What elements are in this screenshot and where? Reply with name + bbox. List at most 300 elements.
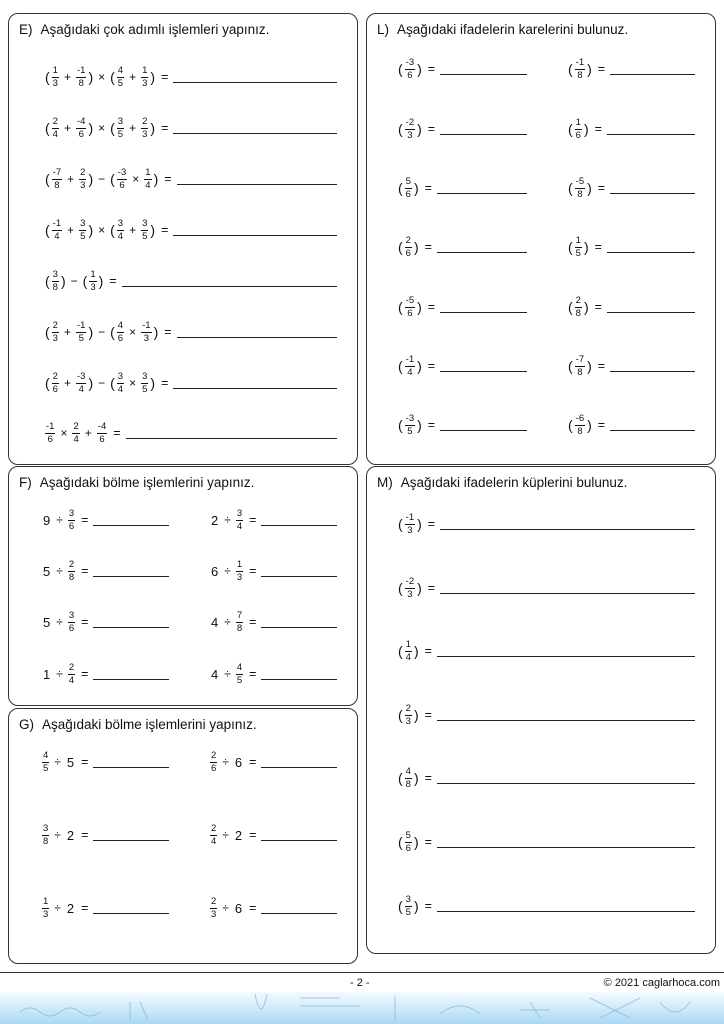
integer: 6	[234, 754, 243, 770]
parenthesis: (	[110, 69, 115, 85]
fraction-numerator: 1	[43, 896, 49, 907]
fraction-denominator: 8	[52, 281, 58, 293]
operator: ×	[129, 376, 137, 390]
equals-sign: =	[249, 755, 257, 769]
exercise-row	[44, 422, 337, 444]
parenthesis: )	[583, 239, 589, 255]
fraction-denominator: 3	[236, 571, 243, 583]
parenthesis: )	[417, 299, 422, 315]
fraction-numerator: 2	[405, 235, 411, 246]
equals-sign: =	[249, 828, 257, 842]
section-m-panel	[366, 466, 716, 954]
answer-blank-line[interactable]	[261, 617, 337, 628]
answer-blank-line[interactable]	[177, 327, 337, 338]
section-e-title	[19, 22, 269, 37]
parenthesis: (	[45, 69, 50, 85]
fraction	[97, 422, 107, 444]
answer-blank-line[interactable]	[177, 174, 337, 185]
fraction-denominator: 6	[47, 433, 53, 445]
exercise-row	[567, 355, 695, 377]
fraction-denominator: 6	[117, 332, 124, 344]
answer-blank-line[interactable]	[261, 903, 337, 914]
parenthesis: )	[98, 273, 104, 289]
answer-blank-line[interactable]	[437, 837, 695, 848]
section-letter: G)	[19, 717, 34, 732]
parenthesis: (	[45, 375, 50, 391]
answer-blank-line[interactable]	[437, 901, 695, 912]
fraction-numerator: -3	[405, 413, 415, 424]
parenthesis: )	[417, 580, 422, 596]
fraction-denominator: 3	[142, 128, 148, 140]
fraction-numerator: -1	[575, 57, 585, 68]
section-letter: M)	[377, 475, 393, 490]
fraction	[76, 66, 86, 88]
fraction	[236, 509, 243, 531]
parenthesis: (	[398, 121, 403, 137]
fraction-numerator: 1	[142, 65, 148, 76]
fraction-denominator: 4	[52, 128, 58, 140]
answer-blank-line[interactable]	[93, 566, 169, 577]
equals-sign: =	[81, 513, 89, 527]
parenthesis: )	[153, 324, 159, 340]
parenthesis: )	[88, 171, 94, 187]
answer-blank-line[interactable]	[93, 669, 169, 680]
exercise-row	[41, 611, 169, 633]
section-title-text: Aşağıdaki çok adımlı işlemleri yapınız.	[40, 22, 270, 37]
exercise-row	[41, 560, 169, 582]
fraction-numerator: -1	[405, 354, 415, 365]
integer: 2	[66, 900, 75, 916]
decorative-math-banner	[0, 992, 724, 1024]
fraction	[144, 168, 151, 190]
equals-sign: =	[81, 828, 89, 842]
answer-blank-line[interactable]	[126, 428, 337, 439]
operator: +	[129, 121, 137, 135]
fraction-numerator: 2	[80, 167, 86, 178]
answer-blank-line[interactable]	[93, 757, 169, 768]
integer: 4	[211, 614, 219, 630]
copyright-text: © 2021 caglarhoca.com	[603, 977, 720, 989]
fraction-denominator: 6	[405, 247, 411, 259]
answer-blank-line[interactable]	[437, 183, 527, 194]
operator: ×	[132, 172, 140, 186]
equals-sign: =	[424, 181, 432, 195]
equals-sign: =	[81, 564, 89, 578]
fraction	[405, 767, 412, 789]
fraction-numerator: 7	[236, 610, 243, 621]
parenthesis: )	[417, 516, 422, 532]
parenthesis: )	[150, 375, 156, 391]
fraction	[210, 897, 217, 919]
fraction-numerator: 2	[68, 662, 75, 673]
section-m-title	[377, 475, 627, 490]
answer-blank-line[interactable]	[607, 124, 695, 135]
fraction	[405, 704, 412, 726]
parenthesis: )	[417, 417, 422, 433]
fraction	[575, 236, 582, 258]
exercise-row	[397, 895, 695, 917]
answer-blank-line[interactable]	[437, 710, 695, 721]
fraction	[405, 414, 415, 436]
answer-blank-line[interactable]	[173, 72, 337, 83]
exercise-row	[397, 118, 527, 140]
equals-sign: =	[249, 564, 257, 578]
fraction	[141, 372, 148, 394]
answer-blank-line[interactable]	[437, 646, 695, 657]
parenthesis: (	[45, 273, 50, 289]
answer-blank-line[interactable]	[610, 183, 695, 194]
fraction	[117, 321, 124, 343]
answer-blank-line[interactable]	[607, 302, 695, 313]
fraction	[68, 611, 75, 633]
operator: ÷	[224, 513, 231, 527]
equals-sign: =	[249, 615, 257, 629]
parenthesis: )	[150, 222, 156, 238]
fraction	[45, 422, 55, 444]
fraction-denominator: 5	[80, 230, 86, 242]
parenthesis: (	[568, 239, 573, 255]
fraction	[575, 296, 582, 318]
exercise-row	[397, 414, 527, 436]
equals-sign: =	[81, 755, 89, 769]
fraction-numerator: -2	[405, 117, 415, 128]
answer-blank-line[interactable]	[610, 361, 695, 372]
fraction-denominator: 3	[407, 524, 413, 536]
answer-blank-line[interactable]	[437, 773, 695, 784]
fraction	[89, 270, 96, 292]
fraction-denominator: 5	[78, 332, 84, 344]
answer-blank-line[interactable]	[122, 276, 337, 287]
fraction-numerator: 3	[117, 218, 124, 229]
section-letter: L)	[377, 22, 390, 37]
operator: +	[63, 70, 71, 84]
exercise-row	[397, 640, 695, 662]
fraction-numerator: 2	[68, 559, 75, 570]
fraction-numerator: -7	[52, 167, 62, 178]
fraction-numerator: -4	[97, 421, 107, 432]
fraction-numerator: -3	[76, 371, 86, 382]
fraction-denominator: 4	[78, 383, 84, 395]
exercise-row	[44, 66, 337, 88]
fraction	[141, 321, 151, 343]
operator: ÷	[56, 564, 63, 578]
exercise-row	[209, 824, 337, 846]
fraction-numerator: 4	[405, 766, 411, 777]
fraction-numerator: 3	[52, 269, 58, 280]
fraction-numerator: -5	[575, 176, 585, 187]
parenthesis: (	[568, 61, 573, 77]
parenthesis: )	[587, 61, 592, 77]
fraction-denominator: 8	[577, 188, 583, 200]
operator: ÷	[56, 513, 63, 527]
fraction-numerator: -7	[575, 354, 585, 365]
answer-blank-line[interactable]	[261, 757, 337, 768]
fraction-numerator: -1	[52, 218, 62, 229]
parenthesis: )	[413, 898, 419, 914]
fraction-numerator: -1	[405, 512, 415, 523]
fraction-denominator: 8	[577, 425, 583, 437]
parenthesis: (	[398, 898, 403, 914]
integer: 9	[43, 512, 51, 528]
fraction-numerator: 4	[117, 320, 124, 331]
equals-sign: =	[161, 70, 169, 84]
fraction	[405, 58, 415, 80]
answer-blank-line[interactable]	[93, 617, 169, 628]
fraction-denominator: 5	[407, 425, 413, 437]
equals-sign: =	[161, 121, 169, 135]
fraction-numerator: 3	[43, 823, 49, 834]
answer-blank-line[interactable]	[440, 420, 527, 431]
equals-sign: =	[594, 240, 602, 254]
parenthesis: (	[568, 121, 573, 137]
equals-sign: =	[424, 899, 432, 913]
fraction-numerator: 2	[73, 421, 79, 432]
fraction-denominator: 6	[52, 383, 58, 395]
exercise-row	[567, 177, 695, 199]
operator: ÷	[56, 667, 63, 681]
answer-blank-line[interactable]	[261, 515, 337, 526]
operator: +	[67, 223, 75, 237]
fraction-numerator: -2	[405, 576, 415, 587]
fraction-denominator: 6	[78, 128, 84, 140]
fraction-denominator: 3	[90, 281, 96, 293]
exercise-row	[44, 117, 337, 139]
parenthesis: (	[568, 299, 573, 315]
exercise-row	[397, 355, 527, 377]
operator: −	[98, 172, 106, 186]
fraction-numerator: 2	[142, 116, 148, 127]
equals-sign: =	[249, 667, 257, 681]
parenthesis: (	[398, 417, 403, 433]
operator: ×	[60, 426, 68, 440]
fraction	[52, 117, 59, 139]
fraction-numerator: 5	[405, 176, 411, 187]
parenthesis: (	[110, 324, 115, 340]
parenthesis: )	[413, 834, 419, 850]
answer-blank-line[interactable]	[173, 123, 337, 134]
operator: +	[63, 325, 71, 339]
answer-blank-line[interactable]	[261, 669, 337, 680]
fraction	[575, 58, 585, 80]
fraction-denominator: 5	[43, 762, 49, 774]
footer-divider	[0, 972, 724, 973]
answer-blank-line[interactable]	[440, 64, 527, 75]
section-f-panel	[8, 466, 358, 706]
fraction-denominator: 8	[43, 835, 49, 847]
fraction-denominator: 8	[405, 778, 411, 790]
operator: ÷	[56, 615, 63, 629]
fraction-denominator: 4	[73, 433, 79, 445]
equals-sign: =	[427, 581, 436, 595]
answer-blank-line[interactable]	[440, 124, 527, 135]
answer-blank-line[interactable]	[610, 64, 695, 75]
operator: ÷	[222, 755, 229, 769]
equals-sign: =	[427, 122, 436, 136]
fraction	[52, 270, 59, 292]
section-title-text: Aşağıdaki ifadelerin küplerini bulunuz.	[400, 475, 628, 490]
answer-blank-line[interactable]	[93, 903, 169, 914]
exercise-row	[567, 296, 695, 318]
fraction-denominator: 3	[52, 77, 58, 89]
operator: +	[63, 376, 71, 390]
fraction-numerator: 3	[142, 218, 148, 229]
fraction-numerator: -3	[117, 167, 127, 178]
integer: 6	[211, 563, 219, 579]
fraction-numerator: -4	[76, 116, 86, 127]
fraction-denominator: 5	[142, 230, 148, 242]
section-letter: F)	[19, 475, 32, 490]
exercise-row	[209, 560, 337, 582]
fraction-denominator: 8	[236, 622, 243, 634]
answer-blank-line[interactable]	[440, 302, 527, 313]
fraction	[405, 640, 412, 662]
exercise-row	[41, 663, 169, 685]
fraction-numerator: 2	[211, 896, 217, 907]
fraction-numerator: -5	[405, 295, 415, 306]
parenthesis: )	[88, 120, 94, 136]
exercise-row	[397, 296, 527, 318]
parenthesis: (	[398, 834, 403, 850]
integer: 5	[66, 754, 75, 770]
fraction-numerator: 3	[236, 508, 243, 519]
fraction	[52, 168, 62, 190]
answer-blank-line[interactable]	[440, 519, 695, 530]
equals-sign: =	[597, 418, 606, 432]
parenthesis: )	[587, 358, 592, 374]
fraction-numerator: 4	[236, 662, 243, 673]
fraction-numerator: -1	[142, 320, 151, 331]
fraction	[405, 577, 415, 599]
fraction	[405, 355, 415, 377]
equals-sign: =	[594, 300, 602, 314]
fraction	[117, 219, 124, 241]
answer-blank-line[interactable]	[173, 378, 337, 389]
answer-blank-line[interactable]	[440, 361, 527, 372]
parenthesis: )	[417, 358, 422, 374]
exercise-row	[44, 372, 337, 394]
parenthesis: (	[398, 643, 403, 659]
fraction-denominator: 6	[575, 129, 581, 141]
operator: ÷	[54, 755, 61, 769]
parenthesis: )	[587, 180, 592, 196]
fraction	[141, 66, 148, 88]
operator: +	[84, 426, 92, 440]
answer-blank-line[interactable]	[261, 830, 337, 841]
fraction-numerator: 1	[236, 559, 243, 570]
fraction-denominator: 4	[117, 383, 124, 395]
exercise-row	[397, 767, 695, 789]
fraction	[79, 219, 86, 241]
fraction-numerator: 1	[575, 235, 581, 246]
fraction-denominator: 4	[145, 179, 151, 191]
fraction	[141, 117, 148, 139]
fraction-denominator: 8	[575, 307, 581, 319]
fraction	[52, 372, 59, 394]
fraction-denominator: 4	[68, 674, 75, 686]
operator: −	[98, 376, 106, 390]
parenthesis: (	[398, 770, 403, 786]
fraction	[210, 751, 217, 773]
fraction-numerator: 3	[68, 610, 75, 621]
parenthesis: (	[110, 120, 115, 136]
parenthesis: (	[398, 61, 403, 77]
integer: 5	[43, 614, 51, 630]
parenthesis: (	[82, 273, 88, 289]
section-l-title	[377, 22, 628, 37]
parenthesis: (	[568, 417, 573, 433]
fraction-numerator: 3	[80, 218, 86, 229]
fraction	[405, 118, 415, 140]
answer-blank-line[interactable]	[93, 830, 169, 841]
answer-blank-line[interactable]	[440, 583, 695, 594]
fraction-numerator: 1	[52, 65, 58, 76]
equals-sign: =	[424, 708, 432, 722]
integer: 4	[211, 666, 219, 682]
operator: −	[98, 325, 106, 339]
parenthesis: (	[45, 324, 50, 340]
exercise-row	[41, 897, 169, 919]
parenthesis: (	[398, 239, 403, 255]
fraction	[575, 355, 585, 377]
answer-blank-line[interactable]	[610, 420, 695, 431]
parenthesis: )	[413, 643, 419, 659]
fraction	[42, 824, 49, 846]
operator: ÷	[54, 901, 61, 915]
parenthesis: )	[413, 707, 419, 723]
answer-blank-line[interactable]	[261, 566, 337, 577]
fraction-numerator: 1	[575, 117, 581, 128]
exercise-row	[41, 824, 169, 846]
fraction-denominator: 4	[236, 520, 243, 532]
fraction	[52, 321, 59, 343]
fraction	[117, 66, 124, 88]
parenthesis: )	[587, 417, 592, 433]
answer-blank-line[interactable]	[607, 242, 695, 253]
fraction-denominator: 6	[211, 762, 217, 774]
parenthesis: (	[568, 358, 573, 374]
fraction-denominator: 6	[68, 520, 75, 532]
fraction	[76, 117, 86, 139]
answer-blank-line[interactable]	[93, 515, 169, 526]
fraction-denominator: 6	[407, 69, 413, 81]
answer-blank-line[interactable]	[437, 242, 527, 253]
equals-sign: =	[424, 771, 432, 785]
equals-sign: =	[597, 62, 606, 76]
fraction-denominator: 3	[407, 588, 413, 600]
fraction	[68, 560, 75, 582]
fraction	[210, 824, 217, 846]
parenthesis: )	[153, 171, 159, 187]
integer: 5	[43, 563, 51, 579]
equals-sign: =	[249, 901, 257, 915]
parenthesis: (	[398, 299, 403, 315]
answer-blank-line[interactable]	[173, 225, 337, 236]
exercise-row	[44, 270, 337, 292]
fraction-numerator: 3	[117, 116, 124, 127]
equals-sign: =	[161, 376, 169, 390]
exercise-row	[567, 236, 695, 258]
fraction-numerator: 5	[405, 830, 411, 841]
fraction	[405, 177, 412, 199]
section-title-text: Aşağıdaki ifadelerin karelerini bulunuz.	[397, 22, 629, 37]
exercise-row	[397, 577, 695, 599]
fraction-numerator: 1	[405, 639, 411, 650]
parenthesis: (	[568, 180, 573, 196]
fraction-denominator: 8	[577, 69, 583, 81]
fraction-numerator: -1	[76, 65, 86, 76]
fraction-numerator: 3	[117, 371, 124, 382]
fraction	[575, 414, 585, 436]
